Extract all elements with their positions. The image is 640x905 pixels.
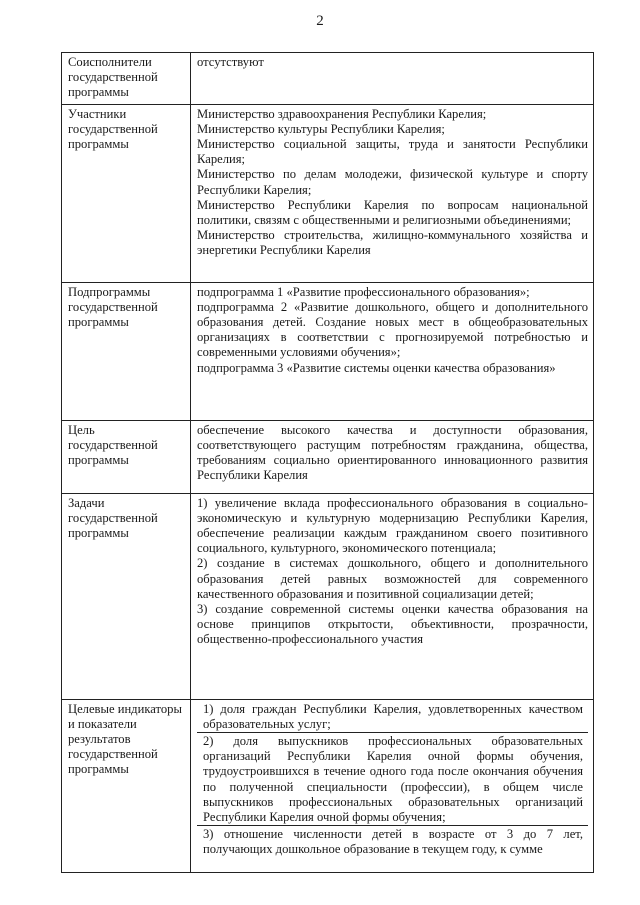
paragraph: 2) создание в системах дошкольного, общего и дополнительного образования детей равных возможностей для современного качественного образования и позитивной социализации детей; — [197, 556, 588, 601]
paragraph: Министерство культуры Республики Карелия; — [197, 121, 445, 136]
paragraph: отсутствуют — [197, 55, 264, 69]
page-number: 2 — [316, 13, 324, 29]
row-label: Цель государственной программы — [62, 420, 191, 493]
row-content — [191, 420, 594, 493]
paragraph: 3) отношение численности детей в возрасте от 3 до 7 лет, получающих дошкольное образование в текущем году, к сумме — [197, 825, 588, 857]
row-label: Соисполнители государственной программы — [62, 53, 191, 105]
paragraph: подпрограмма 1 «Развитие профессионального образования»; — [197, 284, 530, 299]
paragraph: подпрограмма 3 «Развитие системы оценки качества образования» — [197, 360, 556, 375]
table-row-tasks — [62, 493, 594, 699]
paragraph: обеспечение высокого качества и доступности образования, соответствующего растущим потребностям гражданина, общества, требованиям социально ориентированного инновационного развития Республики Карелия — [197, 422, 588, 483]
paragraph: 1) доля граждан Республики Карелия, удовлетворенных качеством образовательных услуг; — [203, 701, 583, 731]
paragraph: Министерство по делам молодежи, физической культуре и спорту Республики Карелия; — [197, 167, 588, 197]
row-content — [191, 104, 594, 282]
table-row-goal — [62, 420, 594, 493]
row-label: Участники государственной программы — [62, 104, 191, 282]
row-label: Задачи государственной программы — [62, 493, 191, 699]
paragraph: Министерство строительства, жилищно-коммунального хозяйства и энергетики Республики Карелия — [197, 228, 588, 258]
paragraph: 1) увеличение вклада профессионального образования в социально-экономическую и культурную модернизацию Республики Карелия, обеспечение реализации каждым гражданином своего позитивного социального, культурного, экономического потенциала; — [197, 495, 588, 556]
row-label: Подпрограммы государственной программы — [62, 282, 191, 420]
paragraph: 3) создание современной системы оценки качества образования на основе принципов открытости, объективности, прозрачности, общественно-профессионального участия — [197, 602, 588, 647]
paragraph: Министерство Республики Карелия по вопросам национальной политики, связям с общественными и религиозными объединениями; — [197, 197, 588, 228]
row-content — [191, 493, 594, 699]
paragraph: 2) доля выпускников профессиональных образовательных организаций Республики Карелия очной формы обучения, трудоустроившихся в течение одного года после окончания обучения по полученной специальности (профессии), в общем числе выпускников профессиональных образовательных организаций Республики Карелия очной формы обучения; — [197, 732, 588, 825]
paragraph: подпрограмма 2 «Развитие дошкольного, общего и дополнительного образования детей. Создание новых мест в общеобразовательных организациях в соответствии с прогнозируемой потребностью и современными условиями обучения»; — [197, 299, 588, 360]
row-content — [191, 53, 594, 105]
table-row-coexecutors — [62, 53, 594, 105]
table-row-participants — [62, 104, 594, 282]
table-row-indicators — [62, 699, 594, 872]
paragraph: Министерство здравоохранения Республики Карелия; — [197, 106, 487, 121]
row-content — [191, 282, 594, 420]
table-row-subprograms — [62, 282, 594, 420]
row-label: Целевые индикаторы и показатели результатов государственной программы — [62, 699, 191, 872]
program-passport-table — [61, 52, 594, 873]
paragraph: Министерство социальной защиты, труда и занятости Республики Карелия; — [197, 137, 588, 167]
row-content — [191, 699, 594, 872]
